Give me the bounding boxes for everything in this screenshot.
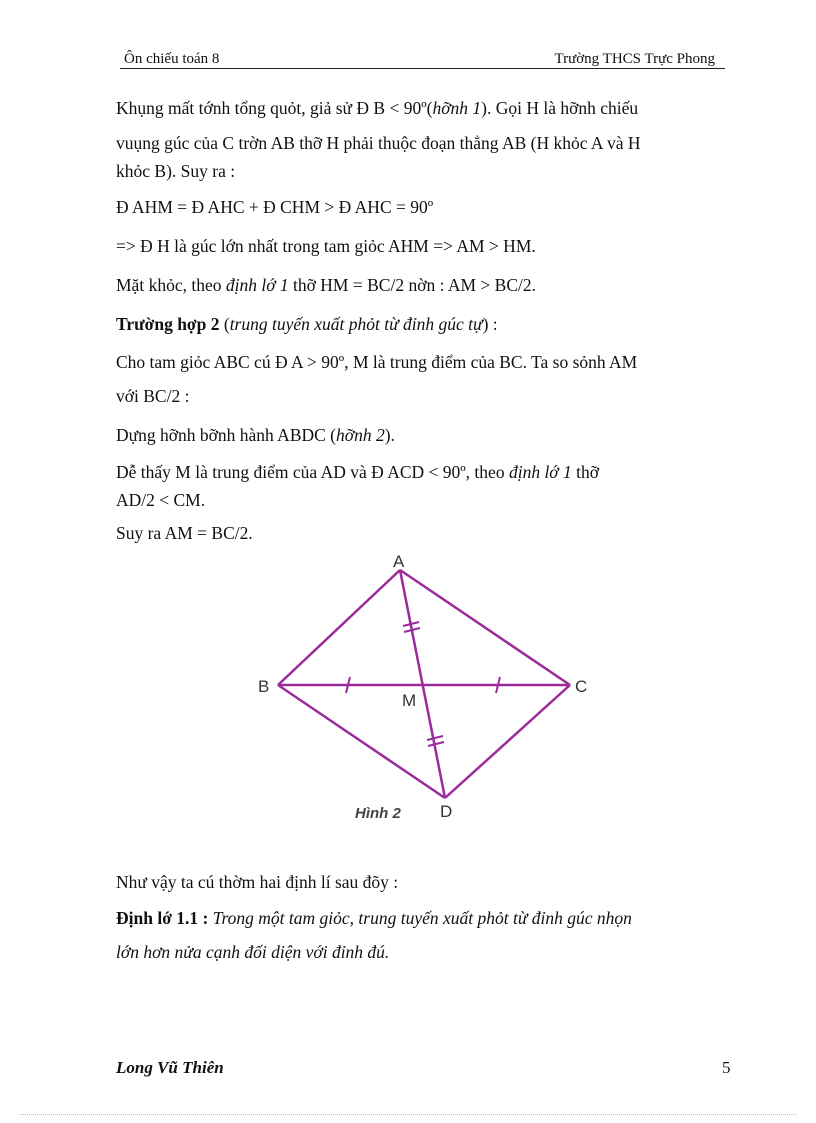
text: ). (384, 425, 395, 445)
theorem-1-1-line-2: lớn hơn nửa cạnh đối diện với đỉnh đú. (116, 942, 390, 962)
text: Dễ thấy M là trung điểm của AD và Ð ACD < 90º, theo (116, 462, 509, 482)
theorem-1-1-line-1 (116, 906, 736, 930)
text: Mặt khỏc, theo (116, 275, 226, 295)
point-label-D: D (440, 802, 453, 821)
text: Khụng mất tớnh tổng quỏt, giả sử Ð B < 90º( (116, 98, 433, 118)
text: Dựng hỡnh bỡnh hành ABDC ( (116, 425, 337, 445)
paragraph-1-line-3: khỏc B). Suy ra : (116, 161, 236, 181)
segment-AB (278, 570, 400, 685)
paragraph-3-line-1: Cho tam giỏc ABC cú Ð A > 90º, M là trung điểm của BC. Ta so sỏnh AM (116, 352, 638, 372)
double-tick-MD-2 (428, 742, 444, 746)
equation-1: Ð AHM = Ð AHC + Ð CHM > Ð AHC = 90º (116, 197, 434, 217)
text: ). Gọi H là hỡnh chiếu (481, 98, 639, 118)
text: ) : (482, 314, 498, 334)
segment-BD (278, 685, 445, 798)
figure-caption: Hình 2 (355, 805, 401, 822)
text: ( (219, 314, 230, 334)
point-label-B: B (258, 677, 270, 696)
bold-heading: Trường hợp 2 (116, 314, 220, 334)
point-label-C: C (575, 677, 588, 696)
footer-author: Long Vũ Thiên (116, 1058, 224, 1077)
point-label-A: A (393, 552, 405, 571)
paragraph-3-line-2: với BC/2 : (116, 386, 190, 406)
theorem-text: Trong một tam giỏc, trung tuyến xuất phỏt từ đỉnh gúc nhọn (212, 908, 632, 928)
segment-CD (445, 685, 570, 798)
header-left-title: Ôn chiếu toán 8 (124, 51, 220, 67)
equation-2: => Ð H là gúc lớn nhất trong tam giỏc AHM => AM > HM. (116, 236, 536, 256)
italic-ref: hỡnh 2 (336, 425, 385, 445)
segment-AC (400, 570, 570, 685)
italic-ref: hỡnh 1 (432, 98, 482, 118)
italic-ref: định lớ 1 (225, 275, 289, 295)
paragraph-6: Suy ra AM = BC/2. (116, 523, 253, 543)
bottom-dotted-rule (20, 1114, 796, 1115)
italic-ref: định lớ 1 (508, 462, 572, 482)
header-right-school: Trường THCS Trực Phong (554, 51, 715, 67)
text: thỡ HM = BC/2 nờn : AM > BC/2. (288, 275, 536, 295)
theorem-label: Định lớ 1.1 : (116, 908, 213, 928)
point-label-M: M (402, 691, 417, 710)
paragraph-7: Như vậy ta cú thờm hai định lí sau đõy : (116, 872, 399, 892)
paragraph-1-line-2: vuụng gúc của C trờn AB thỡ H phải thuộc đoạn thẳng AB (H khỏc A và H (116, 133, 641, 153)
page-number: 5 (722, 1058, 731, 1077)
italic-note: trung tuyến xuất phỏt từ đỉnh gúc tự (229, 314, 483, 334)
paragraph-5-line-2: AD/2 < CM. (116, 490, 206, 510)
double-tick-MD-1 (427, 736, 443, 740)
text: thỡ (571, 462, 600, 482)
